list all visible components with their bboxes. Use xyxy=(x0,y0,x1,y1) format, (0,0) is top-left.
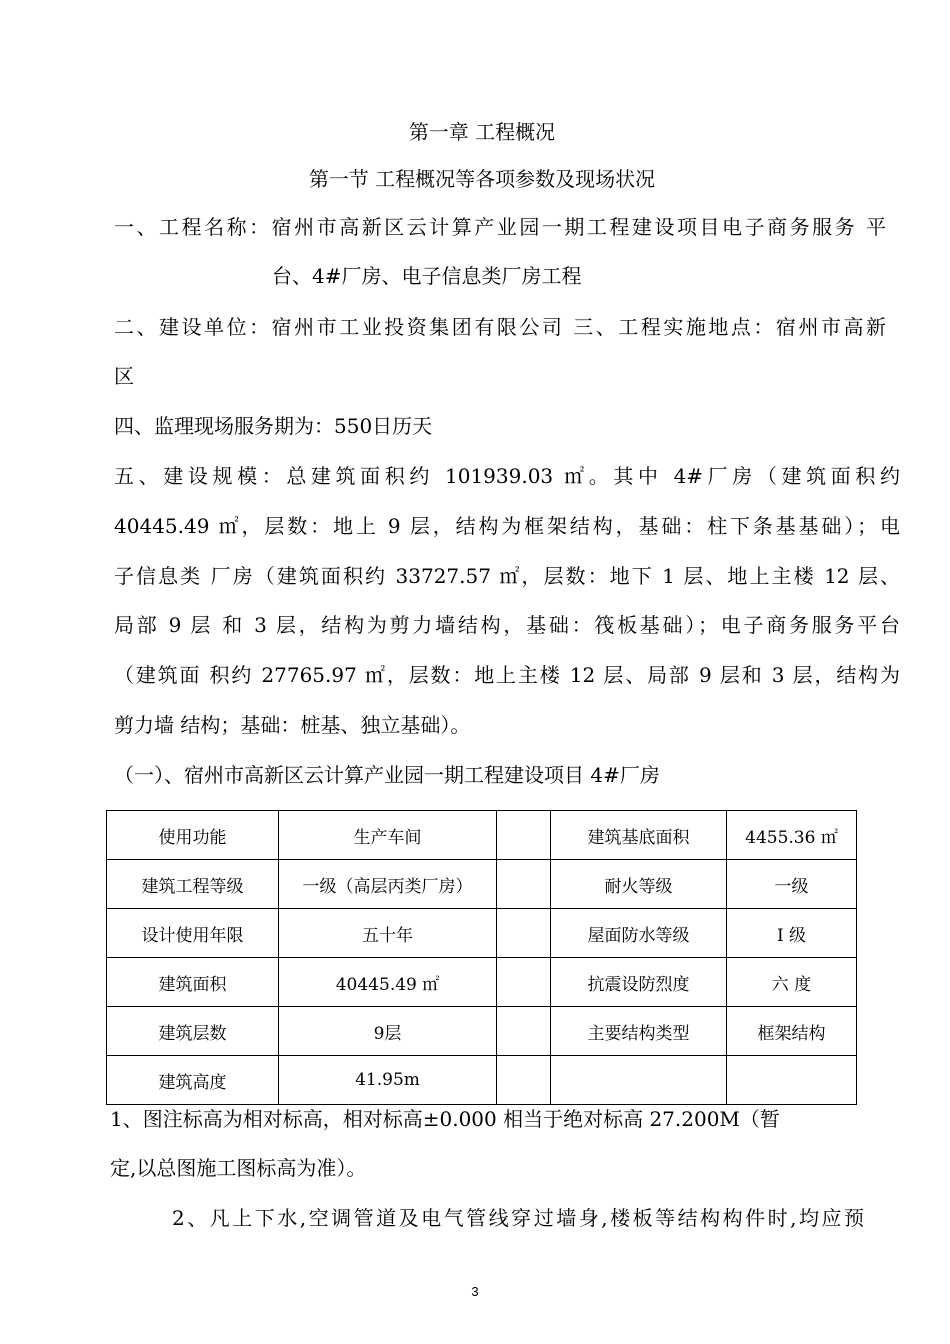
table-cell: 4455.36 ㎡ xyxy=(727,811,857,860)
note-2-line-1: 2、凡上下水,空调管道及电气管线穿过墙身,楼板等结构构件时,均应预 xyxy=(172,1206,864,1230)
table-cell: 设计使用年限 xyxy=(107,909,279,958)
table-cell xyxy=(497,860,551,909)
scale-line-6: 剪力墙 结构；基础：桩基、独立基础）。 xyxy=(114,713,471,737)
table-cell xyxy=(497,909,551,958)
section-title: 第一节 工程概况等各项参数及现场状况 xyxy=(308,167,656,191)
table-cell xyxy=(497,811,551,860)
table-cell xyxy=(497,1056,551,1105)
table-row xyxy=(107,1056,857,1105)
table-row xyxy=(107,860,857,909)
table-cell: 生产车间 xyxy=(279,811,497,860)
table-cell: 41.95m xyxy=(279,1056,497,1105)
table-cell xyxy=(497,1007,551,1056)
table-cell: 建筑工程等级 xyxy=(107,860,279,909)
table-row xyxy=(107,1007,857,1056)
building-parameters-table xyxy=(106,810,857,1105)
table-cell: 建筑层数 xyxy=(107,1007,279,1056)
table-cell: 9层 xyxy=(279,1007,497,1056)
table-cell: 建筑面积 xyxy=(107,958,279,1007)
table-cell xyxy=(551,1056,727,1105)
scale-line-3: 子信息类 厂房（建筑面积约 33727.57 ㎡，层数：地下 1 层、地上主楼 12 层、 xyxy=(114,564,900,588)
table-cell xyxy=(497,958,551,1007)
service-period: 四、监理现场服务期为：550日历天 xyxy=(114,414,433,438)
table-cell: 六 度 xyxy=(727,958,857,1007)
table-cell: 耐火等级 xyxy=(551,860,727,909)
project-name-line-2: 台、4#厂房、电子信息类厂房工程 xyxy=(272,264,582,288)
table-row xyxy=(107,909,857,958)
project-name-line-1: 一、工程名称：宿州市高新区云计算产业园一期工程建设项目电子商务服务 平 xyxy=(114,215,886,239)
note-1-line-1: 1、图注标高为相对标高，相对标高±0.000 相当于绝对标高 27.200M（暂 xyxy=(110,1107,780,1131)
table-cell: 框架结构 xyxy=(727,1007,857,1056)
owner-line-1: 二、建设单位：宿州市工业投资集团有限公司 三、工程实施地点：宿州市高新 xyxy=(114,315,886,339)
scale-line-5: （建筑面 积约 27765.97 ㎡，层数：地上主楼 12 层、局部 9 层和 3 层，结构为 xyxy=(114,663,900,687)
table-cell: 建筑基底面积 xyxy=(551,811,727,860)
table-cell: 使用功能 xyxy=(107,811,279,860)
table-cell xyxy=(727,1056,857,1105)
chapter-title: 第一章 工程概况 xyxy=(408,120,556,144)
table-row xyxy=(107,811,857,860)
table-cell: 五十年 xyxy=(279,909,497,958)
scale-line-4: 局部 9 层 和 3 层，结构为剪力墙结构，基础：筏板基础）；电子商务服务平台 xyxy=(114,613,900,637)
subsection-title: （一）、宿州市高新区云计算产业园一期工程建设项目 4#厂房 xyxy=(114,763,660,787)
table-cell: 40445.49 ㎡ xyxy=(279,958,497,1007)
table-cell: 一级（高层丙类厂房） xyxy=(279,860,497,909)
scale-line-1: 五、建设规模：总建筑面积约 101939.03 ㎡。其中 4#厂房（建筑面积约 xyxy=(114,464,900,488)
page-number: 3 xyxy=(471,1284,479,1299)
table-cell: 抗震设防烈度 xyxy=(551,958,727,1007)
table-cell: 屋面防水等级 xyxy=(551,909,727,958)
table-cell: 一级 xyxy=(727,860,857,909)
scale-line-2: 40445.49 ㎡，层数：地上 9 层，结构为框架结构，基础：柱下条基基础）；电 xyxy=(114,514,900,538)
table-cell: 主要结构类型 xyxy=(551,1007,727,1056)
table-row xyxy=(107,958,857,1007)
note-1-line-2: 定,以总图施工图标高为准）。 xyxy=(110,1156,367,1180)
owner-line-2: 区 xyxy=(114,364,134,388)
table-cell: Ⅰ 级 xyxy=(727,909,857,958)
table-cell: 建筑高度 xyxy=(107,1056,279,1105)
